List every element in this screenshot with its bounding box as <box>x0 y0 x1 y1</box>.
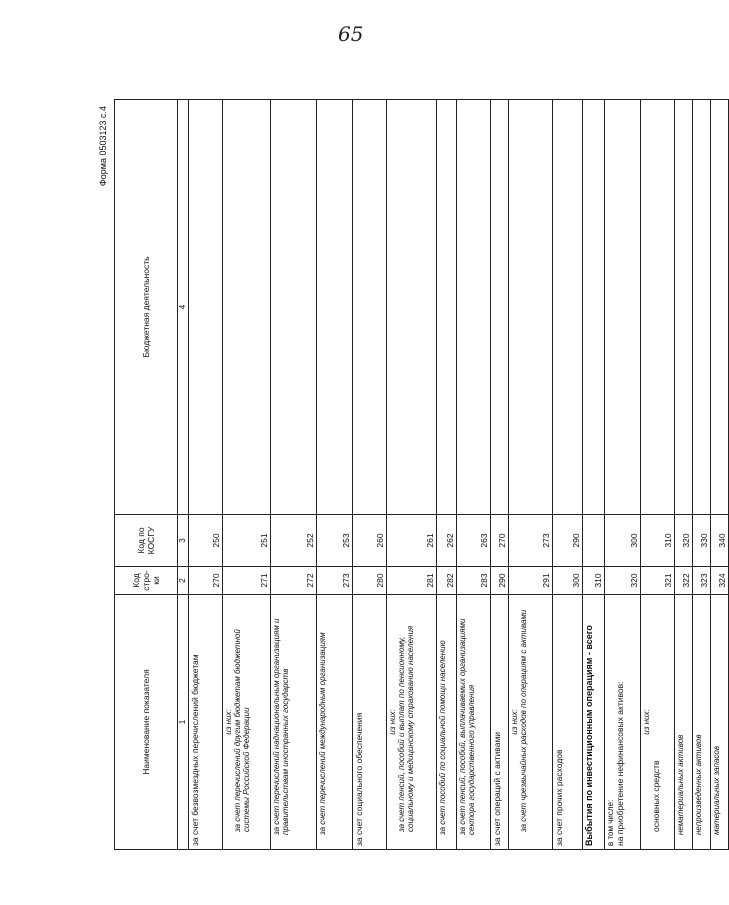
row-line-code: 300 <box>553 567 583 595</box>
row-kosgu-code: 261 <box>387 515 437 567</box>
row-note: из них: <box>642 709 651 735</box>
row-kosgu-code: 273 <box>509 515 553 567</box>
row-line-code: 271 <box>223 567 271 595</box>
report-table <box>114 99 729 850</box>
column-number: 1 <box>178 595 189 850</box>
row-label: за счет перечислений наднациональным организациям и правительствам иностранных государств <box>271 595 317 850</box>
row-line-code: 272 <box>271 567 317 595</box>
row-kosgu-code: 262 <box>437 515 457 567</box>
row-budget-value <box>553 100 583 515</box>
row-label: за счет перечислений международным организациям <box>317 595 353 850</box>
table-row <box>189 100 223 850</box>
row-label: за счет социального обеспечения <box>353 595 387 850</box>
rotated-form-sheet <box>98 100 727 850</box>
row-budget-value <box>387 100 437 515</box>
row-budget-value <box>693 100 711 515</box>
row-note: из них: <box>388 709 397 735</box>
row-line-code: 320 <box>605 567 641 595</box>
row-label: материальных запасов <box>711 595 729 850</box>
form-label: Форма 0503123 с.4 <box>98 106 108 187</box>
row-label: за счет перечислений другим бюджетам бюджетной системы Российской Федерации <box>233 629 251 832</box>
row-budget-value <box>317 100 353 515</box>
table-row <box>387 100 437 850</box>
row-kosgu-code: 253 <box>317 515 353 567</box>
row-label: за счет пенсий, пособий и выплат по пенсионному, социальному и медицинскому страхованию населения <box>397 625 415 832</box>
row-budget-value <box>583 100 605 515</box>
row-label: основных средств <box>651 760 661 832</box>
row-kosgu-code: 300 <box>605 515 641 567</box>
row-kosgu-code: 263 <box>457 515 491 567</box>
table-row <box>583 100 605 850</box>
row-line-code: 280 <box>353 567 387 595</box>
row-budget-value <box>491 100 509 515</box>
row-kosgu-code: 340 <box>711 515 729 567</box>
row-kosgu-code: 320 <box>675 515 693 567</box>
row-label: за счет чрезвычайных расходов по операциям с активами <box>519 609 528 832</box>
header-name: Наименование показателя <box>115 595 178 850</box>
row-line-code: 324 <box>711 567 729 595</box>
row-label: Выбытия по инвестиционным операциям - всего <box>583 595 605 850</box>
row-line-code: 270 <box>189 567 223 595</box>
row-note: из них: <box>510 709 519 735</box>
column-number: 3 <box>178 515 189 567</box>
row-line-code: 291 <box>509 567 553 595</box>
row-kosgu-code: 250 <box>189 515 223 567</box>
column-number: 4 <box>178 100 189 515</box>
table-row <box>457 100 491 850</box>
row-label-cell <box>509 595 553 850</box>
row-kosgu-code: 251 <box>223 515 271 567</box>
row-budget-value <box>675 100 693 515</box>
row-budget-value <box>271 100 317 515</box>
row-kosgu-code: 310 <box>641 515 675 567</box>
row-line-code: 282 <box>437 567 457 595</box>
row-budget-value <box>711 100 729 515</box>
row-kosgu-code: 270 <box>491 515 509 567</box>
row-line-code: 281 <box>387 567 437 595</box>
table-row <box>491 100 509 850</box>
table-row <box>271 100 317 850</box>
row-label: за счет пособий по социальной помощи населению <box>437 595 457 850</box>
table-row <box>605 100 641 850</box>
table-row <box>553 100 583 850</box>
row-label: непроизведенных активов <box>693 595 711 850</box>
row-label: за счет безвозмездных перечислений бюджетам <box>189 595 223 850</box>
row-line-code: 321 <box>641 567 675 595</box>
row-label: за счет пенсий, пособий, выплачиваемых организациями сектора государственного управления <box>457 595 491 850</box>
row-line-code: 290 <box>491 567 509 595</box>
column-number: 2 <box>178 567 189 595</box>
row-label-cell <box>641 595 675 850</box>
table-row <box>641 100 675 850</box>
table-row <box>693 100 711 850</box>
row-kosgu-code: 290 <box>553 515 583 567</box>
table-row <box>675 100 693 850</box>
row-budget-value <box>353 100 387 515</box>
row-note: из них: <box>224 709 233 735</box>
row-budget-value <box>189 100 223 515</box>
table-row <box>437 100 457 850</box>
header-line-code: Код стро-ки <box>115 567 178 595</box>
row-line-code: 322 <box>675 567 693 595</box>
row-kosgu-code: 252 <box>271 515 317 567</box>
row-label-cell <box>223 595 271 850</box>
row-budget-value <box>223 100 271 515</box>
row-kosgu-code: 260 <box>353 515 387 567</box>
row-kosgu-code <box>583 515 605 567</box>
table-row <box>509 100 553 850</box>
row-budget-value <box>641 100 675 515</box>
header-budget: Бюджетная деятельность <box>115 100 178 515</box>
row-label: нематериальных активов <box>675 595 693 850</box>
row-line-code: 283 <box>457 567 491 595</box>
column-number-row <box>178 100 189 850</box>
table-row <box>711 100 729 850</box>
row-label-cell <box>605 595 641 850</box>
row-line-code: 273 <box>317 567 353 595</box>
row-budget-value <box>457 100 491 515</box>
header-row <box>115 100 178 850</box>
row-budget-value <box>437 100 457 515</box>
table-row <box>353 100 387 850</box>
header-kosgu-code: Код по КОСГУ <box>115 515 178 567</box>
row-line-code: 310 <box>583 567 605 595</box>
row-line-code: 323 <box>693 567 711 595</box>
row-kosgu-code: 330 <box>693 515 711 567</box>
table-row <box>317 100 353 850</box>
page-number: 65 <box>338 22 364 46</box>
row-label: на приобретение нефинансовых активов: <box>615 681 625 846</box>
row-label: за счет прочих расходов <box>553 595 583 850</box>
row-label: за счет операций с активами <box>491 595 509 850</box>
row-budget-value <box>509 100 553 515</box>
row-note: в том числе: <box>606 799 615 846</box>
row-label-cell <box>387 595 437 850</box>
row-budget-value <box>605 100 641 515</box>
table-row <box>223 100 271 850</box>
